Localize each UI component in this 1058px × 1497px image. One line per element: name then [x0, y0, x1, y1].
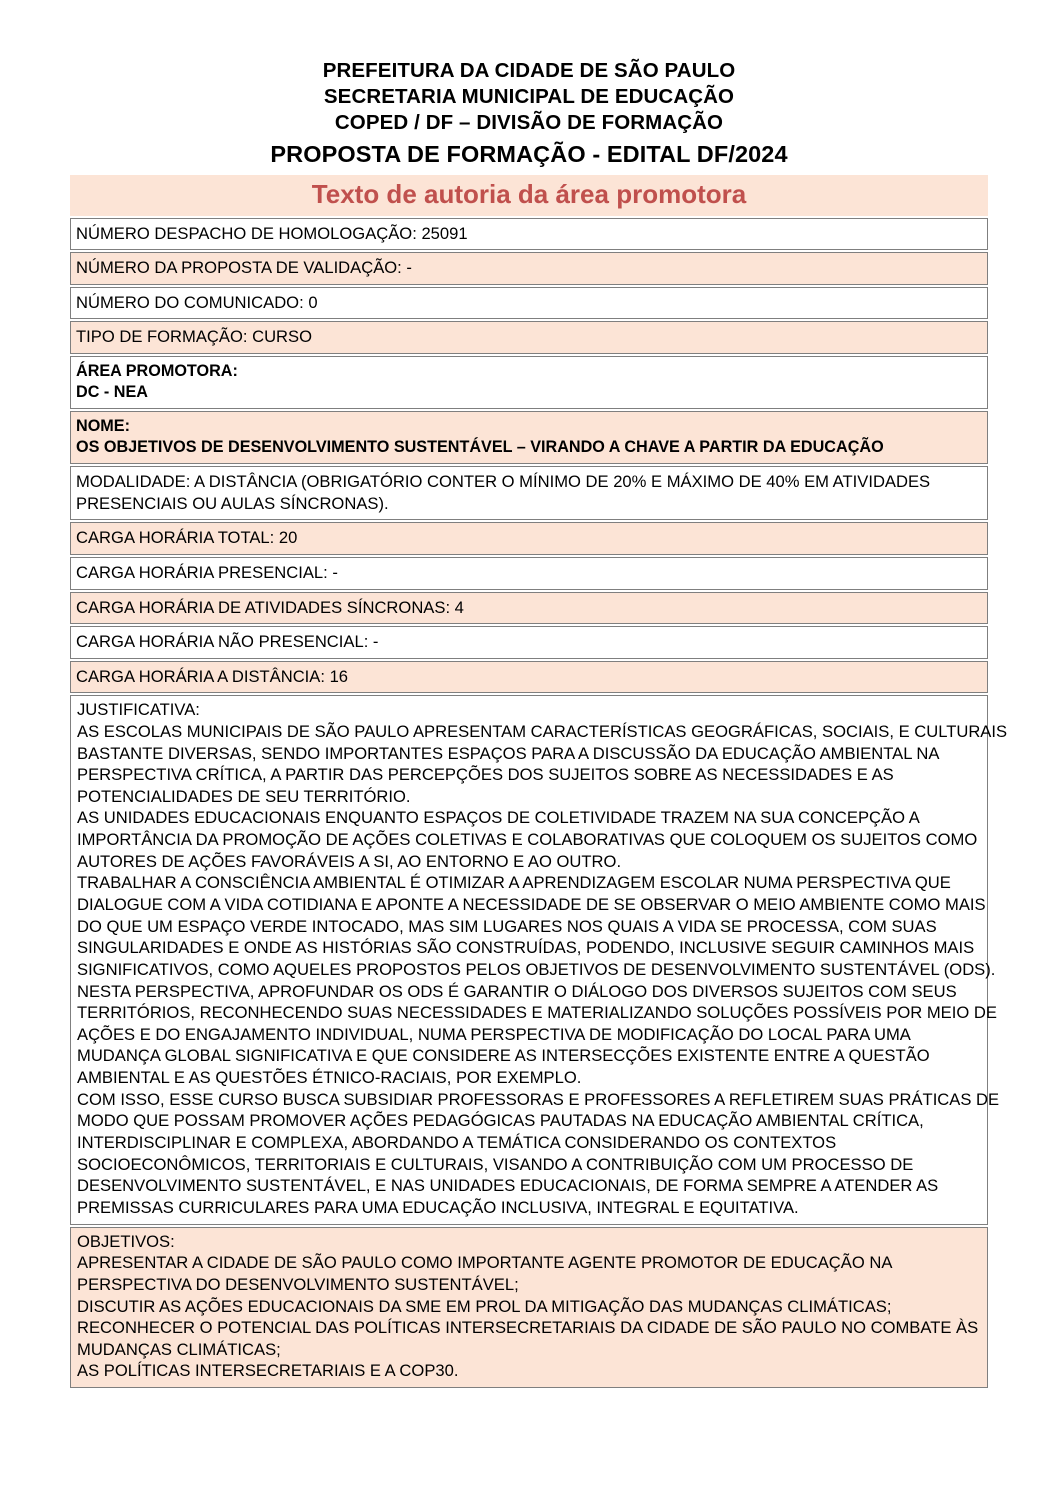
header-line-coped: COPED / DF – DIVISÃO DE FORMAÇÃO: [334, 111, 724, 135]
justificativa-line: AÇÕES E DO ENGAJAMENTO INDIVIDUAL, NUMA PERSPECTIVA DE MODIFICAÇÃO DO LOCAL PARA UMA: [77, 1024, 911, 1044]
justificativa-line: NESTA PERSPECTIVA, APROFUNDAR OS ODS É GARANTIR O DIÁLOGO DOS DIVERSOS SUJEITOS COM SEUS: [77, 981, 957, 1001]
justificativa-line: INTERDISCIPLINAR E COMPLEXA, ABORDANDO A TEMÁTICA CONSIDERANDO OS CONTEXTOS: [77, 1133, 837, 1153]
objetivos-line: DISCUTIR AS AÇÕES EDUCACIONAIS DA SME EM PROL DA MITIGAÇÃO DAS MUDANÇAS CLIMÁTICAS;: [77, 1296, 892, 1316]
field-carga-horaria-total: [70, 522, 988, 555]
justificativa-line: POTENCIALIDADES DE SEU TERRITÓRIO.: [77, 786, 411, 806]
field-numero-despacho-text: NÚMERO DESPACHO DE HOMOLOGAÇÃO: 25091: [76, 223, 468, 243]
field-numero-proposta-validacao: [70, 252, 988, 285]
field-modalidade-line-1: MODALIDADE: A DISTÂNCIA (OBRIGATÓRIO CONTER O MÍNIMO DE 20% E MÁXIMO DE 40% EM ATIVIDADES: [76, 472, 931, 492]
justificativa-line: DIALOGUE COM A VIDA COTIDIANA E APONTE A NECESSIDADE DE SE OBSERVAR O MEIO AMBIENTE COMO MAIS: [77, 894, 986, 914]
field-tipo-formacao-text: TIPO DE FORMAÇÃO: CURSO: [76, 327, 313, 347]
authorship-banner-text: Texto de autoria da área promotora: [311, 178, 747, 209]
justificativa-line: PREMISSAS CURRICULARES PARA UMA EDUCAÇÃO INCLUSIVA, INTEGRAL E EQUITATIVA.: [77, 1197, 799, 1217]
objetivos-line: RECONHECER O POTENCIAL DAS POLÍTICAS INTERSECRETARIAIS DA CIDADE DE SÃO PAULO NO COMBATE ÀS: [77, 1318, 979, 1338]
field-carga-horaria-sincronas-text: CARGA HORÁRIA DE ATIVIDADES SÍNCRONAS: 4: [76, 597, 464, 617]
field-tipo-formacao: [70, 321, 988, 354]
field-area-promotora: [70, 356, 988, 409]
header-line-secretaria: SECRETARIA MUNICIPAL DE EDUCAÇÃO: [323, 85, 735, 109]
field-modalidade-line-2: PRESENCIAIS OU AULAS SÍNCRONAS).: [76, 493, 389, 513]
section-objetivos-label: OBJETIVOS:: [77, 1231, 175, 1251]
field-carga-horaria-distancia-text: CARGA HORÁRIA A DISTÂNCIA: 16: [76, 666, 349, 686]
justificativa-line: AS ESCOLAS MUNICIPAIS DE SÃO PAULO APRESENTAM CARACTERÍSTICAS GEOGRÁFICAS, SOCIAIS, E CULTURAIS: [77, 721, 1008, 741]
field-numero-comunicado-text: NÚMERO DO COMUNICADO: 0: [76, 292, 318, 312]
objetivos-line: APRESENTAR A CIDADE DE SÃO PAULO COMO IMPORTANTE AGENTE PROMOTOR DE EDUCAÇÃO NA: [77, 1253, 893, 1273]
field-carga-horaria-distancia: [70, 661, 988, 694]
justificativa-line: BASTANTE DIVERSAS, SENDO IMPORTANTES ESPAÇOS PARA A DISCUSSÃO DA EDUCAÇÃO AMBIENTAL NA: [77, 743, 940, 763]
justificativa-line: PERSPECTIVA CRÍTICA, A PARTIR DAS PERCEPÇÕES DOS SUJEITOS SOBRE AS NECESSIDADES E AS: [77, 765, 894, 785]
justificativa-line: MODO QUE POSSAM PROMOVER AÇÕES PEDAGÓGICAS PAUTADAS NA EDUCAÇÃO AMBIENTAL CRÍTICA,: [77, 1111, 924, 1131]
justificativa-line: DESENVOLVIMENTO SUSTENTÁVEL, E NAS UNIDADES EDUCACIONAIS, DE FORMA SEMPRE A ATENDER AS: [77, 1176, 939, 1196]
field-carga-horaria-presencial-text: CARGA HORÁRIA PRESENCIAL: -: [76, 562, 338, 582]
field-carga-horaria-sincronas: [70, 592, 988, 625]
justificativa-line: AMBIENTAL E AS QUESTÕES ÉTNICO-RACIAIS, POR EXEMPLO.: [77, 1068, 582, 1088]
objetivos-line: PERSPECTIVA DO DESENVOLVIMENTO SUSTENTÁVEL;: [77, 1274, 519, 1294]
header-line-proposta: PROPOSTA DE FORMAÇÃO - EDITAL DF/2024: [270, 140, 788, 167]
section-justificativa-label: JUSTIFICATIVA:: [77, 700, 200, 720]
field-carga-horaria-nao-presencial: [70, 626, 988, 659]
justificativa-line: MUDANÇA GLOBAL SIGNIFICATIVA E QUE CONSIDERE AS INTERSECÇÕES EXISTENTE ENTRE A QUESTÃO: [77, 1046, 930, 1066]
field-nome-label: NOME:: [76, 417, 130, 436]
justificativa-line: SINGULARIDADES E ONDE AS HISTÓRIAS SÃO CONSTRUÍDAS, PODENDO, INCLUSIVE SEGUIR CAMINHOS MAIS: [77, 938, 975, 958]
justificativa-line: DO QUE UM ESPAÇO VERDE INTOCADO, MAS SIM LUGARES NOS QUAIS A VIDA SE PROCESSA, COM SUAS: [77, 916, 937, 936]
document-header: [0, 0, 1058, 169]
field-nome-value: OS OBJETIVOS DE DESENVOLVIMENTO SUSTENTÁVEL – VIRANDO A CHAVE A PARTIR DA EDUCAÇÃO: [76, 438, 884, 457]
header-line-prefeitura: PREFEITURA DA CIDADE DE SÃO PAULO: [322, 59, 736, 82]
field-numero-despacho: [70, 218, 988, 251]
field-area-promotora-label: ÁREA PROMOTORA:: [76, 362, 238, 381]
justificativa-line: TERRITÓRIOS, RECONHECENDO SUAS NECESSIDADES E MATERIALIZANDO SOLUÇÕES POSSÍVEIS POR MEIO DE: [77, 1003, 997, 1023]
section-justificativa: [70, 695, 1008, 1224]
justificativa-line: IMPORTÂNCIA DA PROMOÇÃO DE AÇÕES COLETIVAS E COLABORATIVAS QUE COLOQUEM OS SUJEITOS COMO: [77, 830, 978, 850]
field-nome: [70, 411, 988, 464]
authorship-banner: [70, 175, 988, 216]
objetivos-line: AS POLÍTICAS INTERSECRETARIAIS E A COP30.: [77, 1361, 459, 1381]
field-numero-comunicado: [70, 287, 988, 320]
objetivos-line: MUDANÇAS CLIMÁTICAS;: [77, 1339, 281, 1359]
justificativa-line: SIGNIFICATIVOS, COMO AQUELES PROPOSTOS PELOS OBJETIVOS DE DESENVOLVIMENTO SUSTENTÁVEL (ODS).: [77, 959, 996, 979]
field-carga-horaria-nao-presencial-text: CARGA HORÁRIA NÃO PRESENCIAL: -: [76, 632, 379, 652]
field-area-promotora-value: DC - NEA: [76, 383, 148, 402]
justificativa-line: TRABALHAR A CONSCIÊNCIA AMBIENTAL É OTIMIZAR A APRENDIZAGEM ESCOLAR NUMA PERSPECTIVA QUE: [77, 873, 951, 893]
proposal-fields-table: [70, 216, 1008, 1388]
section-objetivos: [70, 1227, 988, 1388]
field-carga-horaria-total-text: CARGA HORÁRIA TOTAL: 20: [76, 528, 298, 548]
justificativa-line: COM ISSO, ESSE CURSO BUSCA SUBSIDIAR PROFESSORAS E PROFESSORES A REFLETIREM SUAS PRÁTICAS DE: [77, 1089, 1000, 1109]
justificativa-line: AUTORES DE AÇÕES FAVORÁVEIS A SI, AO ENTORNO E AO OUTRO.: [77, 851, 622, 871]
justificativa-line: AS UNIDADES EDUCACIONAIS ENQUANTO ESPAÇOS DE COLETIVIDADE TRAZEM NA SUA CONCEPÇÃO A: [77, 808, 920, 828]
field-modalidade: [70, 466, 988, 520]
field-numero-proposta-validacao-text: NÚMERO DA PROPOSTA DE VALIDAÇÃO: -: [76, 258, 412, 278]
justificativa-line: SOCIOECONÔMICOS, TERRITORIAIS E CULTURAIS, VISANDO A CONTRIBUIÇÃO COM UM PROCESSO DE: [77, 1154, 914, 1174]
field-carga-horaria-presencial: [70, 557, 988, 590]
